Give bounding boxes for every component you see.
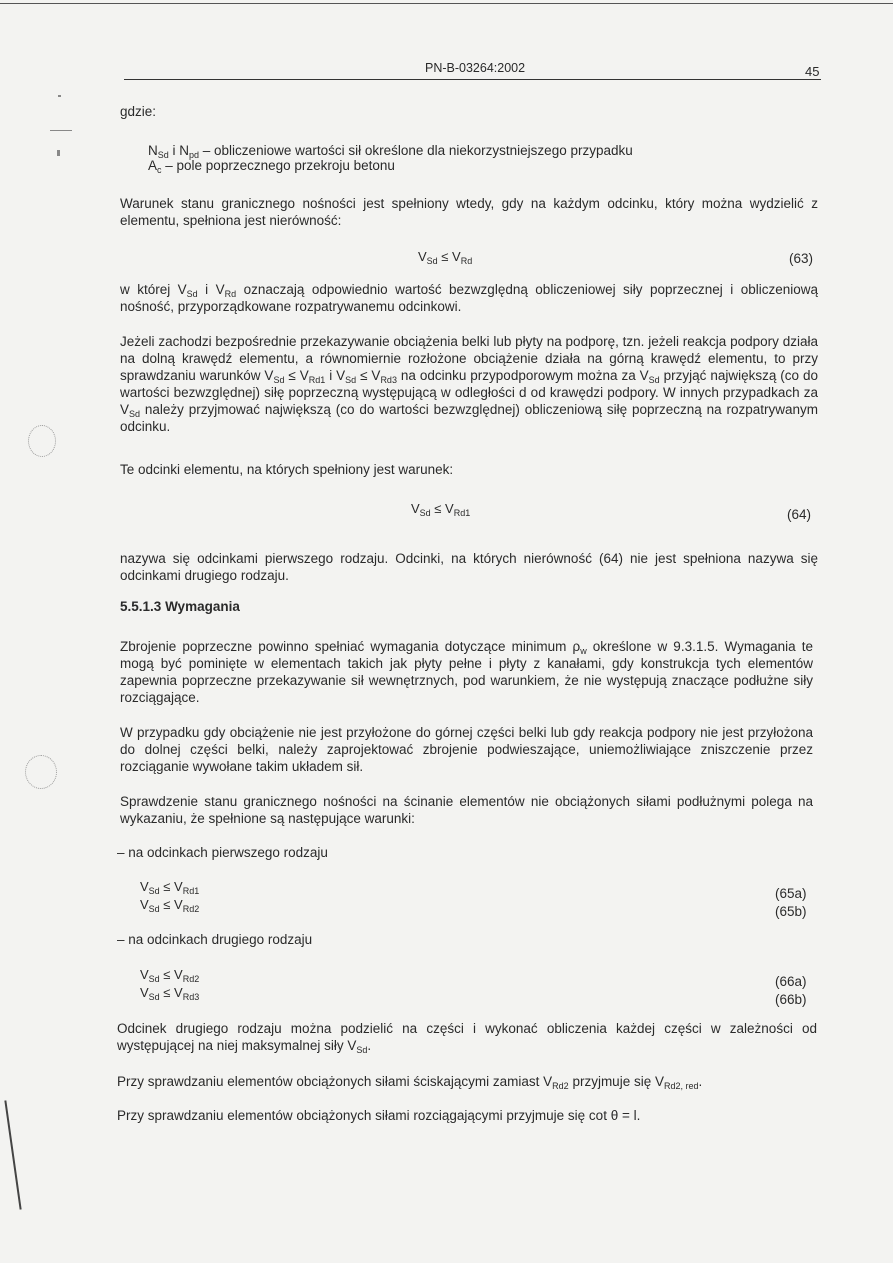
- paragraph-direct-load: Jeżeli zachodzi bezpośrednie przekazywanie obciążenia belki lub płyty na podporę, tzn. jeżeli reakcja podpory działa na dolną krawędź elementu, a równomiernie rozłożone obciążenie działa na górną krawędź elementu, to przy sprawdzaniu warunków $V_{Sd} \le V_{Rd1}$ i $V_{Sd} \le V_{Rd3}$ na odcinku przypodporowym można za $V_{Sd}$ przyjąć największą (co do wartości bezwzględnej) siłę poprzeczną występującą w odległości d od krawędzi podpory. W innych przypadkach za $V_{Sd}$ należy przyjmować największą (co do wartości bezwzględnej) obliczeniową siłę poprzeczną na rozpatrywanym odcinku.: [120, 334, 818, 434]
- equation-65a-number: (65a): [775, 886, 807, 901]
- paragraph-segment-types: nazywa się odcinkami pierwszego rodzaju. Odcinki, na których nierówność (64) nie jest spełniona nazywa się odcinkami drugiego rodzaju.: [120, 551, 818, 583]
- scan-mark: [57, 150, 60, 156]
- section-heading: 5.5.1.3 Wymagania: [120, 599, 240, 614]
- paragraph-tension: Przy sprawdzaniu elementów obciążonych siłami rozciągającymi przyjmuje się cot θ = l.: [117, 1108, 641, 1123]
- paragraph-reinforcement: Zbrojenie poprzeczne powinno spełniać wymagania dotyczące minimum $\rho_w$ określone w 9.3.1.5. Wymagania te mogą być pominięte w elementach takich jak płyty pełne i płyty z kanałami, gdy konstrukcja tych elementów zapewnia poprzeczne przekazywanie sił wewnętrznych, pod warunkiem, że nie występują znaczące podłużne siły rozciągające.: [120, 639, 813, 705]
- equation-66b-number: (66b): [775, 992, 807, 1007]
- equation-63: $V_{Sd} \le V_{Rd}$: [418, 249, 473, 266]
- equation-66b: $V_{Sd} \le V_{Rd3}$: [140, 985, 200, 1002]
- intro-label: gdzie:: [120, 104, 157, 119]
- punch-hole: [28, 425, 56, 457]
- equation-65b-number: (65b): [775, 904, 807, 919]
- paragraph-compression: Przy sprawdzaniu elementów obciążonych siłami ściskającymi zamiast $V_{Rd2}$ przyjmuje się $V_{Rd2, red}$.: [117, 1074, 703, 1091]
- header-page-number: 45: [805, 64, 820, 79]
- scan-mark: [4, 1100, 21, 1209]
- scan-mark: [58, 95, 61, 97]
- equation-65a: $V_{Sd} \le V_{Rd1}$: [140, 879, 200, 896]
- equation-64: $V_{Sd} \le V_{Rd1}$: [411, 501, 471, 518]
- equation-66a: $V_{Sd} \le V_{Rd2}$: [140, 967, 200, 984]
- paragraph-segments: Te odcinki elementu, na których spełniony jest warunek:: [120, 462, 454, 477]
- definition-line-2: $A_c$ – pole poprzecznego przekroju betonu: [148, 158, 395, 175]
- paragraph-division: Odcinek drugiego rodzaju można podzielić na części i wykonać obliczenia każdej części w zależności od występującej na niej maksymalnej siły $V_{Sd}$.: [117, 1021, 817, 1055]
- header-standard: PN-B-03264:2002: [425, 61, 526, 75]
- scan-edge-line: [0, 3, 893, 4]
- list-item-second-type: – na odcinkach drugiego rodzaju: [117, 932, 313, 947]
- equation-63-number: (63): [789, 251, 814, 266]
- equation-64-number: (64): [787, 507, 812, 522]
- punch-hole: [25, 755, 57, 789]
- paragraph-definitions: w której $V_{Sd}$ i $V_{Rd}$ oznaczają odpowiednio wartość bezwzględną obliczeniowej siły poprzecznej i obliczeniową nośność, przyporządkowane rozpatrywanemu odcinkowi.: [120, 282, 818, 314]
- paragraph-verification: Sprawdzenie stanu granicznego nośności na ścinanie elementów nie obciążonych siłami podłużnymi polega na wykazaniu, że spełnione są następujące warunki:: [120, 794, 813, 826]
- equation-65b: $V_{Sd} \le V_{Rd2}$: [140, 897, 200, 914]
- scan-mark: [50, 130, 72, 131]
- paragraph-condition: Warunek stanu granicznego nośności jest spełniony wtedy, gdy na każdym odcinku, który można wydzielić z elementu, spełniona jest nierówność:: [120, 196, 818, 228]
- list-item-first-type: – na odcinkach pierwszego rodzaju: [117, 845, 328, 860]
- paragraph-suspension: W przypadku gdy obciążenie nie jest przyłożone do górnej części belki lub gdy reakcja podpory nie jest przyłożona do dolnej części belki, należy zaprojektować zbrojenie podwieszające, uniemożliwiające zniszczenie przez rozciąganie wywołane takim układem sił.: [120, 725, 813, 774]
- definition-line-1: $N_{Sd}$ i $N_{pd}$ – obliczeniowe wartości sił określone dla niekorzystniejszego przypadku: [148, 143, 633, 160]
- equation-66a-number: (66a): [775, 974, 807, 989]
- header-rule: [124, 79, 821, 80]
